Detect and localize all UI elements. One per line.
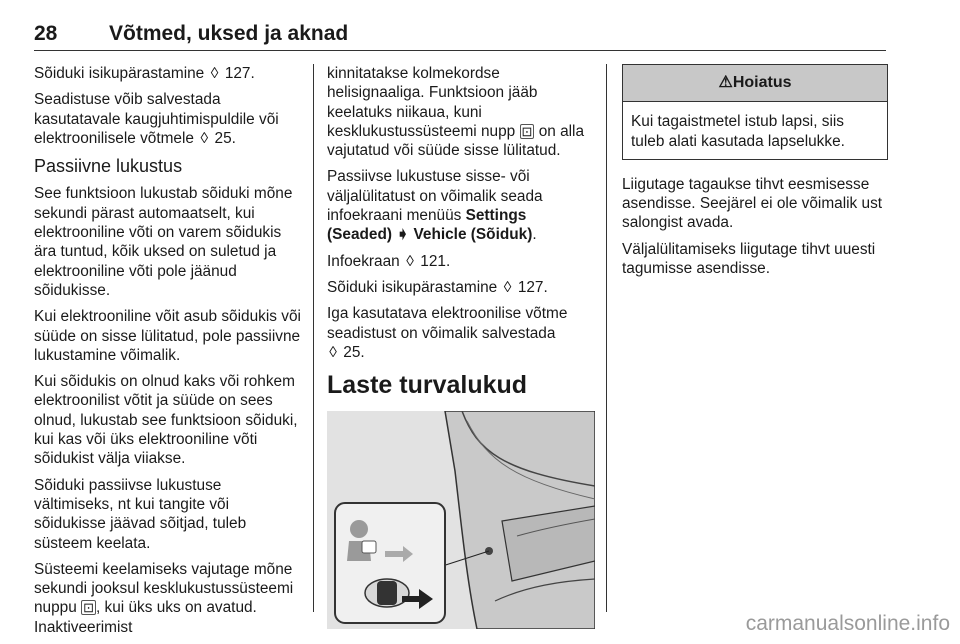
paragraph: kinnitatakse kolmekordse helisignaaliga. Funktsioon jääb keelatuks niikaua, kuni kesklukustussüsteemi nupp ⊡ on alla vajutatud või süüde sisse lülitatud. [327,65,585,160]
section-heading-child-locks: Laste turvalukud [327,371,528,400]
column-middle [327,64,595,635]
page-reference-link[interactable]: 121. [420,252,451,270]
section-heading-passive-lock: Passiivne lukustus [34,156,183,177]
warning-header [623,65,887,102]
paragraph: Iga kasutatava elektroonilise võtme seadistust on võimalik salvestada ◊ 25. [327,305,568,361]
page-reference-link[interactable]: 25. [343,343,365,361]
paragraph: Seadistuse võib salvestada kasutatavale kaugjuhtimispuldile või elektroonilisele võtmele ◊ 25. [34,91,279,147]
warning-triangle-icon: ⚠ [718,74,733,91]
cross-reference-icon: ◊ [210,65,219,82]
paragraph: Sõiduki isikupärastamine ◊ 127. [327,278,548,296]
cross-reference-icon: ◊ [406,252,414,270]
warning-box [622,64,888,160]
page-reference-link[interactable]: 127. [224,65,255,82]
column-divider [606,64,607,612]
paragraph: Sõiduki isikupärastamine ◊ 127. [34,65,255,82]
menu-path-vehicle: Vehicle (Sõiduk) [413,226,533,244]
column-left [34,64,304,644]
warning-text: Kui tagaistmetel istub lapsi, siis tuleb alati kasutada lapselukke. [631,113,845,150]
central-lock-button-icon: ⊡ [83,600,94,616]
central-lock-button-icon: ⊡ [521,123,533,139]
paragraph: Liigutage tagaukse tihvt eesmisesse asendisse. Seejärel ei ole võimalik ust salongist avada. [622,175,883,232]
page-reference-link[interactable]: 127. [517,278,548,296]
paragraph: Väljalülitamiseks liigutage tihvt uuesti tagumisse asendisse. [622,240,876,278]
child-lock-illustration [327,411,595,629]
page-reference-link[interactable]: 25. [214,129,236,147]
paragraph: Kui sõidukis on olnud kaks või rohkem elektroonilist võtit ja süüde on sees olnud, lukustab see funktsioon sõiduki, kui kas või üks elektrooniline võti sõidukist välja viiakse. [34,373,298,468]
paragraph: Kui elektrooniline võit asub sõidukis või süüde on sisse lülitatud, pole passiivne lukustamine võimalik. [34,308,301,364]
paragraph: Süsteemi keelamiseks vajutage mõne sekundi jooksul kesklukustussüsteemi nuppu ⊡ , kui üks uks on avatud. Inaktiveerimist [34,560,294,636]
menu-separator-icon: ➧ [396,226,410,244]
page-number: 28 [34,22,58,45]
column-divider [313,64,314,612]
paragraph: See funktsioon lukustab sõiduki mõne sekundi pärast automaatselt, kui elektrooniline võti on varem sõidukis ära tuntud, kõik uksed on suletud ja elektrooniline võti pole jäänud sõidukisse. [34,185,293,299]
cross-reference-icon: ◊ [200,129,209,147]
paragraph: Infoekraan ◊ 121. [327,252,451,270]
paragraph: Passiivse lukustuse sisse- või väljalülitatust on võimalik seada infoekraani menüüs Settings (Seaded) ➧ Vehicle (Sõiduk). [327,168,543,244]
paragraph: Sõiduki passiivse lukustuse vältimiseks, nt kui tangite või sõidukisse jäävad sõitjad, tuleb süsteem keelata. [34,476,247,552]
chapter-title: Võtmed, uksed ja aknad [109,22,349,45]
watermark: carmanualsonline.info [745,612,950,635]
menu-path-settings: Settings (Seaded) [327,207,527,244]
page-header [34,14,886,51]
cross-reference-icon: ◊ [329,343,337,361]
warning-title: Hoiatus [732,74,792,91]
column-right [622,64,888,285]
cross-reference-icon: ◊ [503,278,512,296]
